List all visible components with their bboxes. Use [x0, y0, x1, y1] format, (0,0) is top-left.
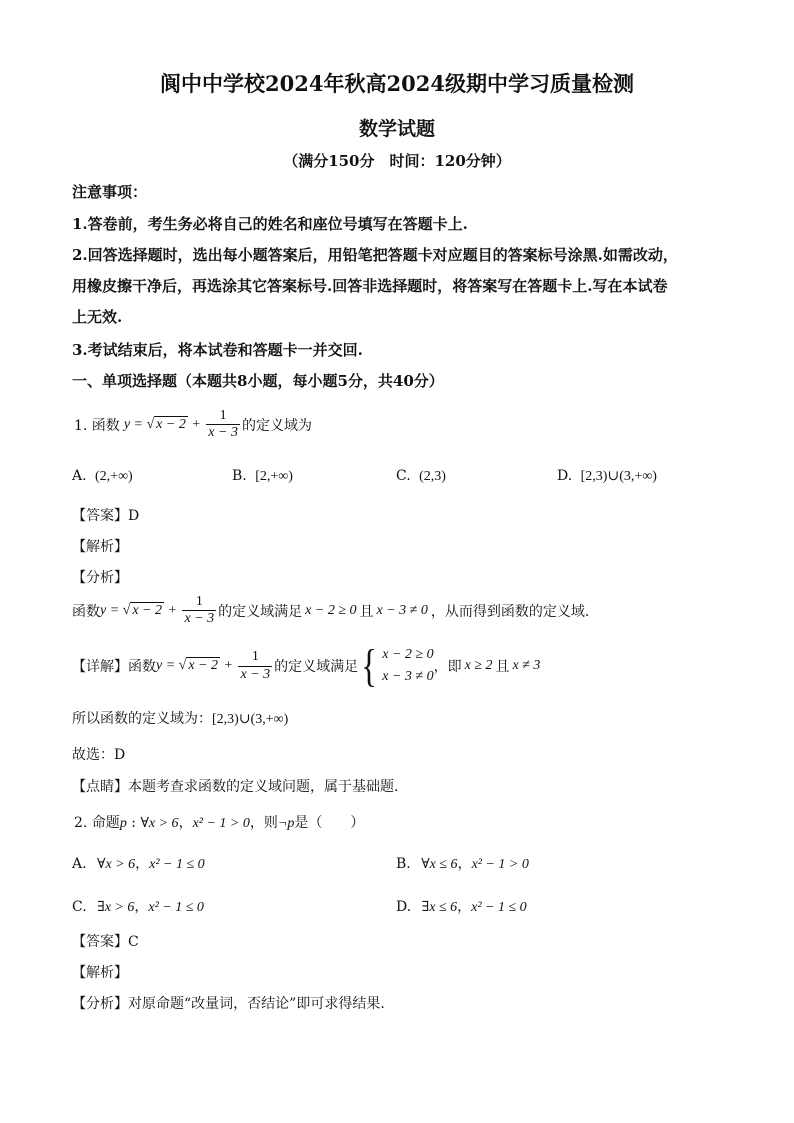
q2-cond: ∀x > 6	[140, 816, 179, 831]
q1-inequality-system	[358, 640, 434, 691]
q1-fenxi-suffix: ，从而得到函数的定义域.	[430, 603, 590, 620]
q2-option-c-comma: ，	[134, 899, 149, 915]
q2-option-b-label: B.	[396, 856, 411, 872]
q1-xiangjie-func-lhs: y =	[156, 658, 179, 674]
q1-fenxi-tag: 【分析】	[72, 570, 128, 586]
q1-xiangjie-mid: 的定义域满足	[274, 659, 359, 675]
q2-suffix: 是（ ）	[294, 815, 365, 831]
q2-option-a-quant: ∀x > 6	[97, 857, 136, 872]
q1-fenxi-func-plus: +	[164, 602, 181, 618]
q1-xiangjie-function: y = √ x − 2 + $\frac{1}{x - 3}$	[156, 649, 271, 682]
q2-fenxi	[72, 993, 385, 1013]
q1-fenxi-and: 且	[359, 603, 374, 620]
q1-xiangjie-result-1: x ≥ 2	[464, 658, 493, 673]
q1-dianjing-text: 本题考查求函数的定义域问题，属于基础题.	[128, 779, 399, 795]
q1-option-b	[232, 468, 293, 485]
q1-fenxi-frac-num: 1	[195, 594, 203, 609]
q2-then: ，则	[249, 815, 278, 831]
q1-fenxi-func-radicand: x − 2	[132, 602, 163, 618]
q1-choose: 故选：D	[72, 747, 126, 763]
q1-fenxi-function: y = √ x − 2 + $\frac{1}{x - 3}$	[100, 594, 215, 627]
q1-dianjing-tag: 【点睛】	[72, 779, 128, 795]
q1-function: y = √ x − 2 + $\frac{1}{x - 3}$	[123, 408, 238, 441]
notes-item-2-line-3: 上无效.	[72, 308, 123, 326]
q1-option-b-label: B.	[232, 468, 247, 484]
q1-dianjing	[72, 776, 398, 796]
q2-negp: ¬p	[277, 816, 295, 831]
q2-option-d-label: D.	[396, 899, 412, 915]
q2-answer	[72, 931, 139, 951]
q1-answer-value: D	[128, 508, 140, 524]
notes-item-3: 3.考试结束后，将本试卷和答题卡一并交回.	[72, 341, 363, 359]
q1-func-lhs: y =	[123, 416, 147, 432]
page-title: 阆中中学校2024年秋高2024级期中学习质量检测	[160, 71, 634, 96]
q1-xiangjie-func-radicand: x − 2	[188, 658, 219, 674]
q1-domain	[72, 708, 288, 728]
q1-xiangjie-func-plus: +	[220, 658, 237, 674]
q1-jiexi-tag: 【解析】	[72, 539, 128, 555]
q2-fenxi-text: 对原命题“改量词，否结论”即可求得结果.	[128, 996, 385, 1012]
q1-func-radicand: x − 2	[156, 416, 186, 432]
q1-fenxi-cond-2: x − 3 ≠ 0	[376, 602, 428, 618]
q2-option-a	[72, 853, 205, 873]
q1-answer-tag: 【答案】	[72, 508, 128, 524]
q2-comma: ，	[178, 815, 193, 831]
q1-xiangjie-frac-den: x − 3	[240, 666, 271, 682]
q2-option-c	[72, 896, 204, 916]
q1-domain-text: 所以函数的定义域为：	[72, 711, 212, 727]
q1-system-row-1: x − 2 ≥ 0	[382, 646, 434, 662]
q1-option-c-text: (2,3)	[419, 469, 446, 484]
notes-item-1: 1.答卷前，考生务必将自己的姓名和座位号填写在答题卡上.	[72, 215, 468, 233]
q2-option-c-stmt: x² − 1 ≤ 0	[148, 900, 204, 915]
q1-xiangjie-result-2: x ≠ 3	[512, 658, 541, 673]
question-2	[74, 812, 364, 832]
section-heading: 一、单项选择题（本题共8小题，每小题5分，共40分）	[72, 372, 444, 390]
q1-fenxi-prefix: 函数	[72, 603, 100, 620]
notes-heading: 注意事项：	[72, 183, 148, 201]
q1-prefix: 1. 函数	[74, 417, 120, 434]
q2-option-d-stmt: x² − 1 ≤ 0	[471, 900, 527, 915]
q1-option-d-label: D.	[557, 468, 573, 484]
q1-option-c-label: C.	[396, 468, 411, 484]
q2-option-b-quant: ∀x ≤ 6	[421, 857, 458, 872]
q2-colon: :	[126, 815, 141, 831]
page-subtitle: 数学试题	[358, 118, 435, 140]
q1-fenxi-frac-den: x − 3	[184, 611, 215, 627]
q1-fenxi	[72, 594, 589, 627]
q1-xiangjie-and: 且	[495, 659, 510, 675]
q1-option-d-text: [2,3)∪(3,+∞)	[580, 469, 657, 484]
q1-suffix: 的定义域为	[241, 417, 312, 434]
q1-system-row-2: x − 3 ≠ 0	[382, 669, 434, 684]
q1-option-b-text: [2,+∞)	[255, 469, 293, 484]
q2-option-d-comma: ，	[457, 899, 472, 915]
q2-stmt: x² − 1 > 0	[192, 816, 250, 831]
left-brace-icon: {	[361, 640, 377, 691]
q2-answer-tag: 【答案】	[72, 934, 128, 950]
q1-option-a-label: A.	[72, 468, 87, 484]
q2-prefix: 2. 命题	[74, 815, 120, 831]
q2-option-c-label: C.	[72, 899, 87, 915]
q2-option-b-stmt: x² − 1 > 0	[471, 857, 529, 872]
q2-option-b	[396, 853, 529, 873]
q1-frac-den: x − 3	[208, 425, 238, 441]
q2-p: p	[119, 816, 127, 831]
q2-option-a-comma: ，	[135, 856, 150, 872]
exam-info: （满分150分 时间：120分钟）	[283, 152, 511, 170]
q1-xiangjie-then: ，即	[433, 659, 462, 675]
q1-fenxi-func-lhs: y =	[100, 602, 123, 618]
q1-xiangjie-prefix: 函数	[128, 659, 156, 675]
q1-frac-num: 1	[219, 408, 227, 423]
question-1	[74, 408, 312, 441]
q2-option-a-stmt: x² − 1 ≤ 0	[149, 857, 205, 872]
q1-fenxi-cond-1: x − 2 ≥ 0	[305, 602, 357, 618]
q2-option-d	[396, 896, 527, 916]
q2-option-a-label: A.	[72, 856, 87, 872]
q1-answer	[72, 505, 139, 525]
q1-xiangjie-tag: 【详解】	[72, 659, 128, 675]
q2-jiexi-tag: 【解析】	[72, 965, 128, 981]
q1-fenxi-mid: 的定义域满足	[218, 603, 303, 620]
q2-option-d-quant: ∃x ≤ 6	[421, 900, 458, 915]
q1-option-d	[557, 468, 657, 485]
q1-option-a	[72, 468, 133, 485]
q1-func-plus: +	[187, 416, 205, 432]
q1-xiangjie-frac-num: 1	[251, 649, 259, 665]
q1-domain-value: [2,3)∪(3,+∞)	[212, 712, 289, 727]
q2-option-c-quant: ∃x > 6	[97, 900, 135, 915]
q2-fenxi-tag: 【分析】	[72, 996, 128, 1012]
q2-option-b-comma: ，	[457, 856, 472, 872]
notes-item-2-line-2: 用橡皮擦干净后，再选涂其它答案标号.回答非选择题时，将答案写在答题卡上.写在本试卷	[72, 277, 668, 295]
q1-xiangjie	[72, 640, 541, 691]
q2-answer-value: C	[128, 934, 139, 950]
q1-option-a-text: (2,+∞)	[95, 469, 133, 484]
notes-item-2-line-1: 2.回答选择题时，选出每小题答案后，用铅笔把答题卡对应题目的答案标号涂黑.如需改动，	[72, 246, 678, 264]
q1-option-c	[396, 468, 446, 485]
